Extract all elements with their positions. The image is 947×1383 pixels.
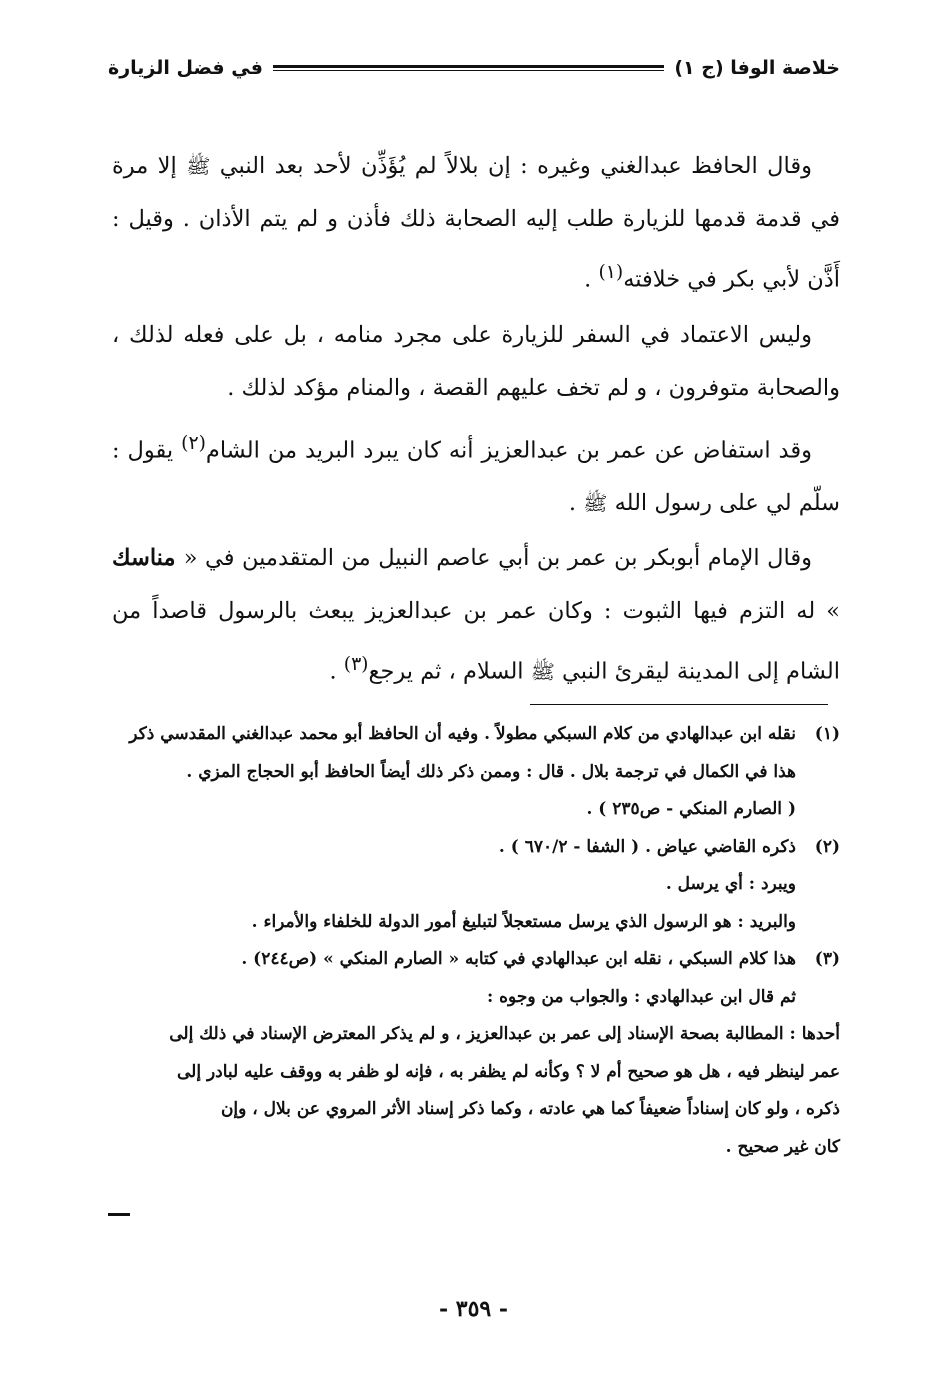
paragraph-3-end: . bbox=[568, 490, 584, 516]
footnote-line: ذكره القاضي عياض . ( الشفا - ٦٧٠/٢ ) . bbox=[498, 836, 796, 857]
main-text bbox=[112, 140, 840, 701]
salawat-glyph: ﷺ bbox=[530, 659, 555, 684]
footnote-separator bbox=[530, 704, 828, 705]
book-title: خلاصة الوفا (ج ١) bbox=[674, 57, 840, 79]
footnotes bbox=[108, 716, 840, 1166]
paragraph-1-text-b: إلا مرة في قدمة قدمها للزيارة طلب إليه الصحابة ذلك فأذن و لم يتم الأذان . وقيل : أَذَّن لأبي بكر في خلافته bbox=[112, 153, 840, 293]
continuation-mark bbox=[108, 1213, 130, 1216]
footnote-ref-3[interactable]: (٣) bbox=[343, 654, 369, 675]
paragraph-4-text-c: السلام ، ثم يرجع bbox=[368, 658, 531, 685]
footnote-line: هذا كلام السبكي ، نقله ابن عبدالهادي في كتابه « الصارم المنكي » (ص٢٤٤) . bbox=[241, 949, 796, 969]
footnote-ref-2[interactable]: (٢) bbox=[181, 432, 206, 454]
header-rule bbox=[273, 65, 664, 71]
footnote-line: نقله ابن عبدالهادي من كلام السبكي مطولاً . وفيه أن الحافظ أبو محمد عبدالغني المقدسي ذكر bbox=[129, 724, 796, 744]
footnote-1 bbox=[108, 716, 840, 754]
footnote-number: (٣) bbox=[814, 949, 840, 969]
paragraph-3 bbox=[112, 417, 840, 531]
page-number: - ٣٥٩ - bbox=[438, 1296, 509, 1322]
paragraph-1-text-a: وقال الحافظ عبدالغني وغيره : إن بلالاً لم يُؤَذِّن لأحد بعد النبي bbox=[219, 153, 812, 179]
footnote-2 bbox=[108, 829, 840, 867]
paragraph-1 bbox=[112, 140, 840, 307]
footnote-line: كان غير صحيح . bbox=[725, 1136, 840, 1157]
footnote-line: أحدها : المطالبة بصحة الإسناد إلى عمر بن عبدالعزيز ، و لم يذكر المعترض الإسناد في ذلك إلى bbox=[169, 1024, 840, 1044]
footnote-line: عمر لينظر فيه ، هل هو صحيح أم لا ؟ وكأنه لم يظفر به ، فإنه لو ظفر به ووقف عليه لبادر إلى bbox=[176, 1061, 840, 1082]
footnote-3 bbox=[108, 941, 840, 979]
chapter-title: في فضل الزيارة bbox=[108, 57, 263, 79]
footnote-line: ذكره ، ولو كان إسناداً ضعيفاً كما هي عادته ، وكما ذكر إسناد الأثر المروي عن بلال ، وإن bbox=[220, 1099, 840, 1119]
footnote-number: (٢) bbox=[814, 836, 840, 857]
salawat-glyph: ﷺ bbox=[186, 154, 211, 178]
footnote-ref-1[interactable]: (١) bbox=[598, 262, 624, 283]
paragraph-2 bbox=[112, 309, 840, 415]
paragraph-3-text-a: وقد استفاض عن عمر بن عبدالعزيز أنه كان يبرد البريد من الشام bbox=[205, 437, 812, 463]
running-header bbox=[108, 48, 840, 88]
footnote-line: ويبرد : أي يرسل . bbox=[665, 874, 796, 894]
footnote-line: ( الصارم المنكي - ص٢٣٥ ) . bbox=[586, 799, 796, 819]
footnote-number: (١) bbox=[814, 724, 840, 744]
footnote-line: والبريد : هو الرسول الذي يرسل مستعجلاً لتبليغ أمور الدولة للخلفاء والأمراء . bbox=[251, 911, 796, 932]
salawat-glyph: ﷺ bbox=[583, 491, 608, 515]
footnote-line: ثم قال ابن عبدالهادي : والجواب من وجوه : bbox=[486, 986, 796, 1007]
paragraph-2-text: وليس الاعتماد في السفر للزيارة على مجرد منامه ، بل على فعله لذلك ، والصحابة متوفرون ، و لم تخف عليهم القصة ، والمنام مؤكد لذلك . bbox=[112, 321, 840, 401]
paragraph-4-text-a: وقال الإمام أبوبكر بن عمر بن أبي عاصم النبيل من المتقدمين في « bbox=[183, 545, 812, 571]
paragraph-1-end: . bbox=[584, 266, 599, 293]
paragraph-3-text-b: يقول : سلّم لي على رسول الله bbox=[112, 437, 840, 516]
book-name-manasik: مناسك bbox=[112, 545, 184, 571]
paragraph-4-end: . bbox=[329, 658, 344, 685]
paragraph-4-text-b: » له التزم فيها الثبوت : وكان عمر بن عبدالعزيز يبعث بالرسول قاصداً من الشام إلى المدينة ليقرئ النبي bbox=[112, 598, 840, 685]
footnote-line: هذا في الكمال في ترجمة بلال . قال : وممن ذكر ذلك أيضاً الحافظ أبو الحجاج المزي . bbox=[186, 761, 796, 782]
paragraph-4 bbox=[112, 532, 840, 699]
